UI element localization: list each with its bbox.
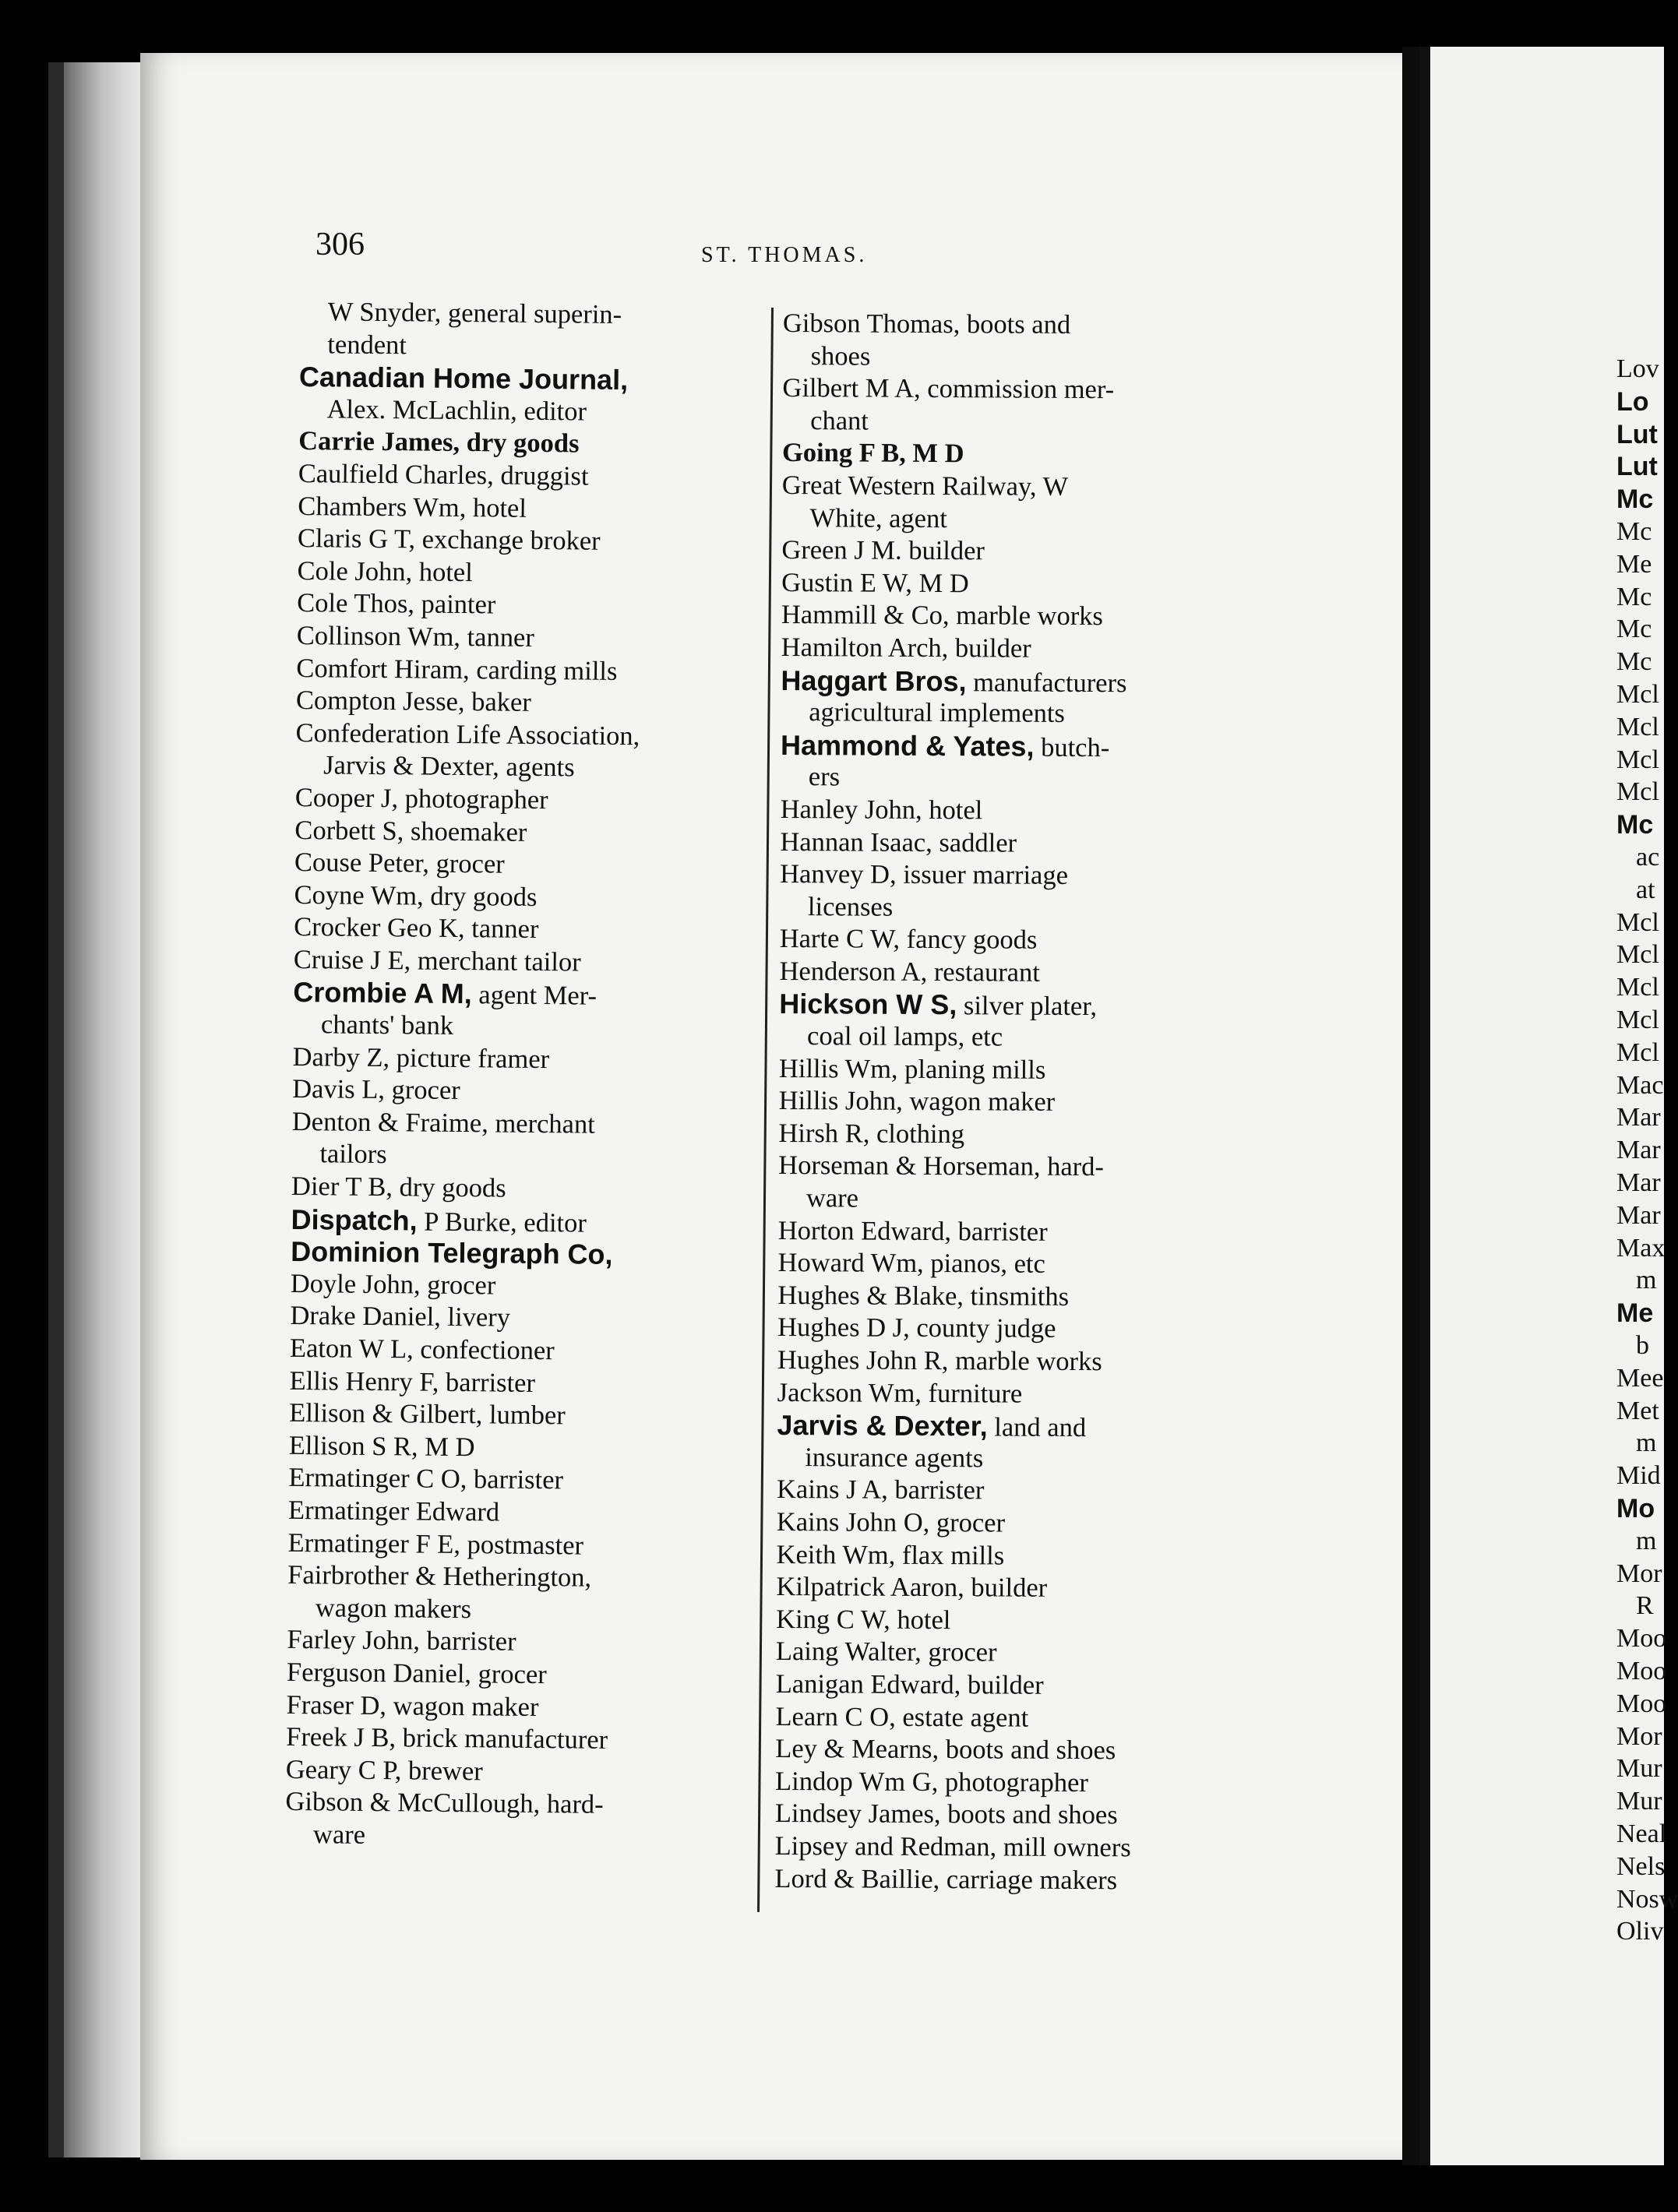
directory-entry xyxy=(285,1819,725,1855)
entry-text: P Burke, editor xyxy=(424,1206,587,1238)
entry-text: Laing Walter, grocer xyxy=(775,1636,997,1668)
entry-text: Alex. McLachlin, editor xyxy=(326,394,587,427)
directory-entry xyxy=(290,1333,730,1369)
directory-entry xyxy=(777,1506,1229,1541)
right-page-fragment: Moo xyxy=(1616,1657,1667,1685)
right-page-fragment: Lut xyxy=(1616,419,1658,449)
directory-entry xyxy=(777,1344,1229,1379)
entry-text: Gibson & McCullough, hard- xyxy=(285,1787,604,1820)
entry-text: Doyle John, grocer xyxy=(290,1268,496,1301)
directory-entry xyxy=(286,1754,726,1791)
entry-text: Denton & Fraime, merchant xyxy=(291,1106,595,1139)
directory-entry xyxy=(782,405,1234,440)
directory-entry xyxy=(779,1085,1231,1120)
directory-entry xyxy=(287,1624,727,1661)
right-page-fragment: Mc xyxy=(1616,484,1654,515)
entry-text: Confederation Life Association, xyxy=(295,717,640,751)
right-page-fragment: Mar xyxy=(1616,1103,1661,1132)
directory-entry xyxy=(296,685,736,721)
entry-text: White, agent xyxy=(809,502,947,534)
entry-text: Darby Z, picture framer xyxy=(292,1041,550,1074)
directory-entry xyxy=(297,620,737,657)
entry-text: ware xyxy=(312,1819,366,1850)
right-page-fragment: Lo xyxy=(1616,386,1649,417)
right-page-fragment: Mor xyxy=(1616,1721,1662,1751)
entry-text: Gibson Thomas, boots and xyxy=(782,308,1071,340)
entry-text: Lord & Baillie, carriage makers xyxy=(774,1863,1118,1895)
directory-entry xyxy=(299,361,739,397)
entry-text: Drake Daniel, livery xyxy=(290,1301,511,1333)
directory-entry xyxy=(781,729,1232,764)
directory-entry xyxy=(777,1247,1229,1282)
directory-entry xyxy=(294,911,734,948)
directory-entry xyxy=(777,1312,1229,1347)
entry-text: Collinson Wm, tanner xyxy=(296,620,535,653)
entry-text: manufacturers xyxy=(973,667,1127,698)
entry-text: ers xyxy=(808,762,841,792)
right-page-fragment: Me xyxy=(1616,1298,1654,1329)
right-page-fragment: Lut xyxy=(1616,452,1658,482)
entry-text: Comfort Hiram, carding mills xyxy=(296,653,618,686)
right-page-fragment: Mcl xyxy=(1616,1037,1659,1067)
directory-entry xyxy=(300,296,740,333)
directory-entry xyxy=(777,1539,1229,1574)
entry-text: shoes xyxy=(810,340,871,372)
directory-entry xyxy=(290,1300,730,1337)
right-page-fragment: Mac xyxy=(1616,1070,1664,1100)
directory-entry xyxy=(291,1171,731,1207)
entry-text: Horseman & Horseman, hard- xyxy=(778,1150,1105,1182)
directory-entry xyxy=(781,567,1233,602)
right-page-fragment: Mur xyxy=(1616,1787,1662,1816)
entry-text: Ermatinger F E, postmaster xyxy=(287,1527,584,1561)
entry-text: Lanigan Edward, builder xyxy=(775,1668,1044,1700)
right-page-fragment: Nels xyxy=(1616,1851,1666,1881)
directory-entry xyxy=(779,1020,1231,1055)
directory-entry xyxy=(778,1215,1230,1250)
right-page-fragment: Mcl xyxy=(1616,712,1659,741)
entry-text: Great Western Railway, W xyxy=(781,470,1069,502)
right-page-fragment: Max xyxy=(1616,1233,1666,1263)
entry-text: agricultural implements xyxy=(809,697,1065,729)
directory-entry xyxy=(289,1397,729,1434)
entry-text: wagon makers xyxy=(315,1593,472,1624)
directory-entry xyxy=(781,502,1233,537)
directory-entry xyxy=(295,782,735,819)
directory-entry xyxy=(777,1377,1229,1412)
right-page-fragment: Nosw xyxy=(1616,1884,1678,1914)
entry-text: Ley & Mearns, boots and shoes xyxy=(775,1734,1116,1766)
directory-entry xyxy=(298,393,739,430)
right-page-fragment: Mc xyxy=(1616,810,1654,840)
directory-entry xyxy=(289,1430,729,1467)
entry-name: Haggart Bros, xyxy=(781,664,967,697)
directory-entry xyxy=(298,491,738,527)
right-page-fragment: Mcl xyxy=(1616,680,1659,709)
right-column xyxy=(774,308,1235,1897)
entry-text: Kains John O, grocer xyxy=(776,1506,1006,1538)
directory-entry xyxy=(296,653,736,689)
directory-entry xyxy=(781,534,1233,569)
directory-entry xyxy=(294,847,735,883)
directory-entry xyxy=(783,340,1235,375)
directory-entry xyxy=(776,1604,1228,1639)
entry-text: Hughes D J, county judge xyxy=(777,1312,1056,1344)
right-page-fragment: Moo xyxy=(1616,1689,1667,1718)
directory-entry xyxy=(776,1668,1228,1703)
directory-entry xyxy=(782,470,1234,505)
directory-entry xyxy=(287,1592,728,1629)
entry-name: Dominion Telegraph Co, xyxy=(291,1235,613,1271)
directory-entry xyxy=(782,372,1234,407)
entry-text: Cole Thos, painter xyxy=(297,588,496,620)
entry-text: Horton Edward, barrister xyxy=(777,1215,1048,1247)
directory-entry xyxy=(297,555,737,592)
directory-entry xyxy=(774,1862,1226,1897)
right-page-fragment: ac xyxy=(1636,843,1660,872)
right-page-fragment: Neal xyxy=(1616,1819,1667,1848)
directory-entry xyxy=(297,587,737,624)
directory-entry xyxy=(292,1041,732,1078)
directory-entry xyxy=(286,1721,726,1758)
entry-text: Geary C P, brewer xyxy=(285,1754,483,1787)
right-page-fragment: Mur xyxy=(1616,1754,1662,1784)
right-page-fragment: Mc xyxy=(1616,647,1652,677)
right-page-fragment: Mcl xyxy=(1616,1006,1659,1034)
entry-text: Lindop Wm G, photographer xyxy=(774,1766,1088,1798)
entry-text: Dier T B, dry goods xyxy=(291,1171,506,1203)
directory-entry xyxy=(287,1527,728,1563)
directory-entry xyxy=(778,1118,1230,1153)
directory-entry xyxy=(777,1409,1229,1444)
entry-text: Ermatinger C O, barrister xyxy=(288,1463,564,1495)
entry-text: Green J M. builder xyxy=(781,535,985,566)
directory-entry xyxy=(295,749,735,786)
entry-name: Jarvis & Dexter, xyxy=(777,1409,988,1442)
running-head: ST. THOMAS. xyxy=(701,243,868,267)
entry-text: Hirsh R, clothing xyxy=(778,1118,965,1150)
right-page-fragment: R xyxy=(1636,1591,1654,1621)
right-page-fragment: Moo xyxy=(1616,1624,1667,1654)
entry-name: Going F B, M D xyxy=(781,438,964,469)
right-page-fragment: at xyxy=(1636,875,1655,904)
entry-text: Lindsey James, boots and shoes xyxy=(774,1798,1118,1830)
right-page-edge xyxy=(1419,47,1430,2165)
right-page-fragment: Mcl xyxy=(1616,745,1659,774)
directory-entry xyxy=(775,1701,1227,1736)
entry-name: Canadian Home Journal, xyxy=(298,361,629,396)
directory-entry xyxy=(298,523,738,559)
entry-text: Caulfield Charles, druggist xyxy=(298,458,589,491)
entry-name: Crombie A M, xyxy=(293,976,472,1010)
right-page-fragment: Mar xyxy=(1616,1168,1661,1197)
directory-entry xyxy=(294,944,734,981)
directory-entry xyxy=(780,826,1232,861)
entry-text: Fraser D, wagon maker xyxy=(286,1689,539,1722)
directory-entry xyxy=(294,879,734,916)
page-number: 306 xyxy=(316,227,365,262)
entry-name: Hammond & Yates, xyxy=(780,728,1035,763)
entry-text: Hughes & Blake, tinsmiths xyxy=(777,1280,1070,1312)
right-page-fragment: Me xyxy=(1616,549,1652,579)
directory-entry xyxy=(291,1268,731,1305)
entry-text: coal oil lamps, etc xyxy=(807,1021,1003,1052)
entry-text: Hillis Wm, planing mills xyxy=(778,1053,1046,1085)
entry-text: Davis L, grocer xyxy=(292,1074,460,1106)
directory-entry xyxy=(291,1203,731,1240)
right-page-fragment: Mor xyxy=(1616,1559,1662,1588)
entry-text: Freek J B, brick manufacturer xyxy=(286,1722,608,1756)
entry-text: chants' bank xyxy=(320,1009,454,1041)
entry-text: Kilpatrick Aaron, builder xyxy=(776,1572,1048,1603)
entry-text: Gilbert M A, commission mer- xyxy=(782,373,1115,405)
entry-text: Henderson A, restaurant xyxy=(779,956,1040,988)
entry-text: Jackson Wm, furniture xyxy=(777,1377,1023,1409)
entry-text: Hannan Isaac, saddler xyxy=(780,826,1017,858)
entry-text: Crocker Geo K, tanner xyxy=(294,912,539,945)
spine-shadow xyxy=(48,62,64,2157)
entry-text: Kains J A, barrister xyxy=(776,1474,985,1506)
entry-text: insurance agents xyxy=(805,1442,984,1474)
directory-entry xyxy=(292,1073,732,1110)
entry-text: tendent xyxy=(327,329,407,360)
directory-entry xyxy=(292,1106,732,1143)
right-page-fragment: m xyxy=(1636,1266,1657,1295)
right-page-fragment: Mar xyxy=(1616,1136,1661,1165)
directory-entry xyxy=(293,976,733,1013)
directory-entry xyxy=(293,1009,733,1045)
directory-entry xyxy=(778,1150,1230,1185)
directory-entry xyxy=(779,1053,1231,1088)
directory-entry xyxy=(778,1182,1230,1217)
directory-entry xyxy=(781,599,1233,634)
entry-text: Hanley John, hotel xyxy=(780,794,983,826)
directory-entry xyxy=(291,1138,731,1175)
right-page-fragment: Mc xyxy=(1616,517,1652,546)
entry-text: Jarvis & Dexter, agents xyxy=(323,750,575,783)
entry-text: Keith Wm, flax mills xyxy=(776,1539,1005,1571)
directory-entry xyxy=(291,1235,731,1272)
directory-entry xyxy=(781,794,1232,829)
entry-text: Compton Jesse, baker xyxy=(295,685,532,717)
entry-text: Coyne Wm, dry goods xyxy=(294,879,538,912)
directory-entry xyxy=(783,308,1235,343)
directory-entry xyxy=(299,329,739,365)
right-page-fragment: Mcl xyxy=(1616,907,1659,937)
entry-text: Lipsey and Redman, mill owners xyxy=(774,1830,1131,1863)
entry-text: Cruise J E, merchant tailor xyxy=(293,944,581,977)
entry-text: Ermatinger Edward xyxy=(287,1495,500,1527)
entry-text: Ellis Henry F, barrister xyxy=(289,1365,536,1398)
directory-entry xyxy=(294,814,735,851)
entry-text: tailors xyxy=(319,1139,387,1170)
entry-text: W Snyder, general superin- xyxy=(327,297,622,329)
entry-text: agent Mer- xyxy=(478,980,598,1012)
directory-entry xyxy=(777,1474,1229,1509)
directory-entry xyxy=(780,891,1232,926)
right-page-fragment: m xyxy=(1636,1428,1657,1458)
directory-entry xyxy=(779,956,1231,991)
entry-text: Hammill & Co, marble works xyxy=(781,600,1104,632)
right-page-fragment: Mar xyxy=(1616,1200,1661,1230)
entry-text: Hanvey D, issuer marriage xyxy=(780,859,1069,891)
directory-entry xyxy=(775,1798,1227,1833)
directory-entry xyxy=(285,1786,725,1823)
directory-entry xyxy=(295,717,735,754)
entry-text: Claris G T, exchange broker xyxy=(297,523,601,556)
book-gutter xyxy=(1402,47,1419,2165)
entry-text: Fairbrother & Hetherington, xyxy=(287,1560,592,1593)
entry-text: land and xyxy=(994,1412,1087,1443)
entry-text: Ellison & Gilbert, lumber xyxy=(289,1398,566,1431)
right-page-fragment: m xyxy=(1636,1526,1657,1555)
entry-text: Gustin E W, M D xyxy=(781,567,969,599)
directory-entry xyxy=(779,988,1231,1023)
entry-text: Hughes John R, marble works xyxy=(777,1344,1102,1377)
right-page-fragment: Mc xyxy=(1616,615,1652,644)
directory-entry xyxy=(775,1733,1227,1768)
directory-entry xyxy=(298,458,739,495)
entry-name: Dispatch, xyxy=(291,1203,418,1237)
entry-text: ware xyxy=(806,1183,859,1213)
directory-entry xyxy=(781,664,1232,699)
right-page-fragment: Mcl xyxy=(1616,777,1659,807)
directory-entry xyxy=(775,1766,1227,1801)
entry-text: chant xyxy=(810,405,869,436)
entry-text: Farley John, barrister xyxy=(287,1625,516,1657)
directory-entry xyxy=(289,1365,729,1402)
directory-entry xyxy=(298,425,739,462)
directory-entry xyxy=(777,1280,1229,1315)
entry-text: Eaton W L, confectioner xyxy=(289,1333,555,1366)
directory-entry xyxy=(781,632,1233,667)
left-column xyxy=(285,296,740,1855)
entry-text: Howard Wm, pianos, etc xyxy=(777,1248,1046,1279)
directory-entry xyxy=(287,1559,728,1596)
directory-entry xyxy=(782,437,1234,472)
right-page-fragment: Mee xyxy=(1616,1363,1664,1393)
directory-entry xyxy=(780,923,1232,958)
entry-name: Hickson W S, xyxy=(779,988,957,1021)
entry-text: King C W, hotel xyxy=(776,1604,951,1635)
entry-text: Cooper J, photographer xyxy=(294,782,548,815)
entry-text: Chambers Wm, hotel xyxy=(298,491,527,523)
directory-entry xyxy=(777,1442,1229,1477)
entry-text: Harte C W, fancy goods xyxy=(779,924,1038,956)
entry-text: Learn C O, estate agent xyxy=(775,1701,1029,1733)
right-page-fragment: Mid xyxy=(1616,1461,1661,1491)
right-page-fragment: Lov xyxy=(1616,354,1659,383)
right-page-fragment: Mcl xyxy=(1616,940,1659,970)
directory-entry xyxy=(780,858,1232,893)
right-page-fragment: Mo xyxy=(1616,1494,1655,1523)
directory-entry xyxy=(775,1830,1227,1865)
directory-entry xyxy=(781,696,1232,731)
right-page-fragment: b xyxy=(1636,1331,1649,1360)
directory-entry xyxy=(776,1636,1228,1671)
directory-entry xyxy=(286,1689,726,1725)
entry-text: Couse Peter, grocer xyxy=(294,847,505,879)
right-page-fragment: Oliv xyxy=(1616,1917,1664,1946)
directory-entry xyxy=(776,1571,1228,1606)
right-page-fragment: Mcl xyxy=(1616,973,1659,1002)
directory-entry xyxy=(288,1495,728,1531)
directory-entry xyxy=(287,1657,727,1693)
entry-text: butch- xyxy=(1041,732,1110,763)
entry-name: Carrie James, dry goods xyxy=(298,426,580,459)
entry-text: Ferguson Daniel, grocer xyxy=(286,1657,547,1690)
entry-text: Hamilton Arch, builder xyxy=(781,632,1031,664)
right-page-fragment: Met xyxy=(1616,1396,1659,1425)
entry-text: licenses xyxy=(807,891,894,922)
directory-entry xyxy=(288,1462,728,1499)
right-page-fragment: Mc xyxy=(1616,582,1652,611)
entry-text: silver plater, xyxy=(963,991,1098,1022)
directory-entry xyxy=(781,761,1232,796)
entry-text: Hillis John, wagon maker xyxy=(778,1086,1056,1118)
entry-text: Cole John, hotel xyxy=(297,555,473,587)
entry-text: Ellison S R, M D xyxy=(288,1430,475,1463)
entry-text: Corbett S, shoemaker xyxy=(294,815,527,847)
